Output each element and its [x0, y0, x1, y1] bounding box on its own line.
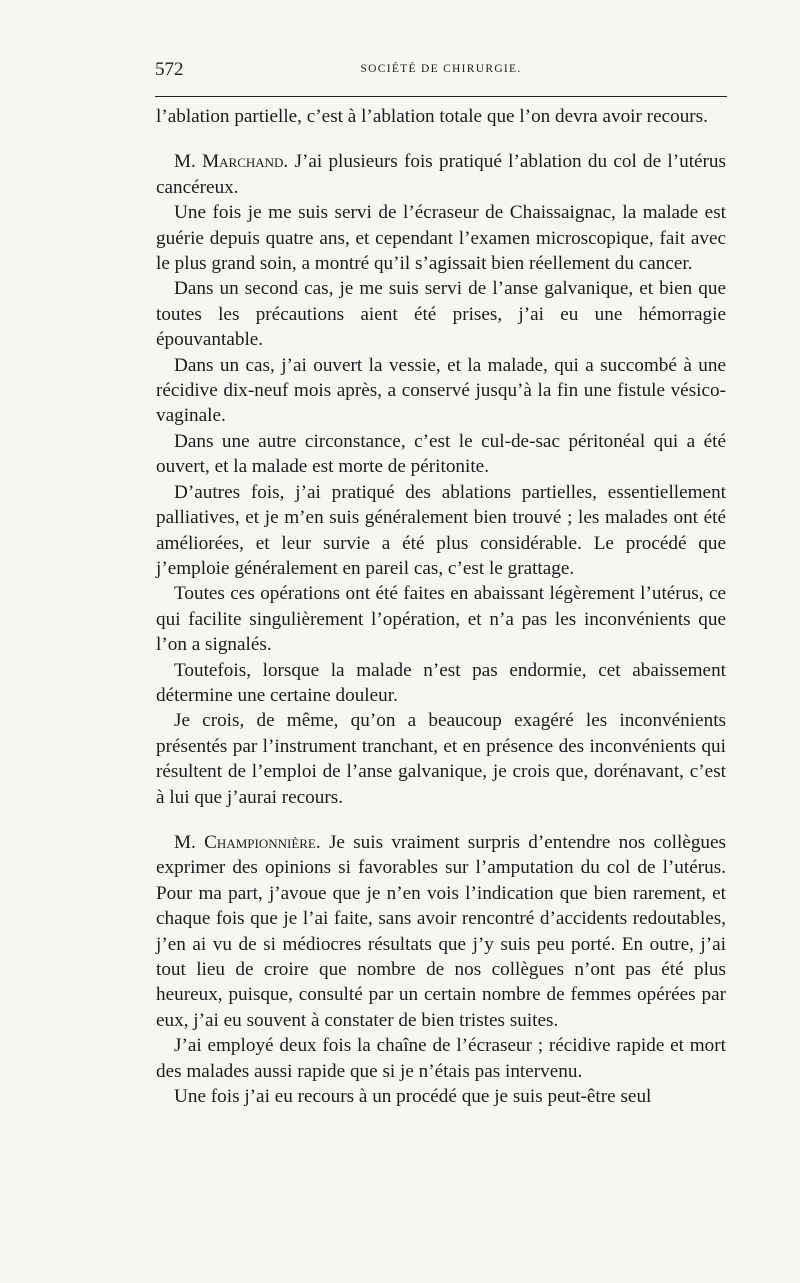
paragraph: l’ablation partielle, c’est à l’ablation totale que l’on devra avoir recours.	[156, 106, 708, 127]
paragraph: Dans un cas, j’ai ouvert la vessie, et la malade, qui a succombé à une récidive dix-neuf mois après, a conservé jusqu’à la fin une fistule vésico-vaginale.	[156, 354, 726, 427]
paragraph: Une fois je me suis servi de l’écraseur de Chaissaignac, la malade est guérie depuis quatre ans, et cependant l’examen microscopique, fait avec le plus grand soin, a montré qu’il s’agissait bien réellement du cancer.	[156, 202, 726, 275]
paragraph: D’autres fois, j’ai pratiqué des ablations partielles, essentiellement palliatives, et je m’en suis généralement bien trouvé ; les malades ont été améliorées, et leur survie a été plus considérable. Le procédé que j’emploie généralement en pareil cas, c’est le grattage.	[156, 481, 726, 579]
speaker-name: M. Marchand.	[174, 151, 289, 173]
paragraph: Une fois j’ai eu recours à un procédé que je suis peut-être seul	[174, 1086, 652, 1108]
header-rule	[155, 96, 727, 97]
page-header	[155, 57, 727, 87]
paragraph: Dans une autre circonstance, c’est le cul-de-sac péritonéal qui a été ouvert, et la malade est morte de péritonite.	[156, 430, 726, 478]
speaker-name: M. Championnière.	[174, 831, 321, 853]
running-title: SOCIÉTÉ DE CHIRURGIE.	[360, 63, 522, 75]
page-number: 572	[155, 59, 184, 80]
paragraph: Dans un second cas, je me suis servi de l’anse galvanique, et bien que toutes les précautions aient été prises, j’ai eu une hémorragie épouvantable.	[156, 278, 726, 351]
paragraph: M. Championnière. Je suis vraiment surpris d’entendre nos collègues exprimer des opinions si favorables sur l’amputation du col de l’utérus. Pour ma part, j’avoue que je n’en vois l’indication que bien rarement, et chaque fois que je l’ai faite, sans avoir rencontré d’accidents redoutables, j’en ai vu de si médiocres résultats que j’y suis peu porté. En outre, j’ai tout lieu de croire que nombre de nos collègues n’ont pas été plus heureux, puisque, consulté par un certain nombre de femmes opérées par eux, j’ai eu souvent à constater de bien tristes suites.	[156, 831, 726, 1031]
body-text	[156, 104, 726, 1109]
paragraph: Toutes ces opérations ont été faites en abaissant légèrement l’utérus, ce qui facilite singulièrement l’opération, et n’a pas les inconvénients que l’on a signalés.	[156, 583, 726, 656]
paragraph: M. Marchand. J’ai plusieurs fois pratiqué l’ablation du col de l’utérus cancéreux.	[156, 151, 726, 198]
paragraph: J’ai employé deux fois la chaîne de l’écraseur ; récidive rapide et mort des malades aussi rapide que si je n’étais pas intervenu.	[156, 1035, 726, 1082]
paragraph: Toutefois, lorsque la malade n’est pas endormie, cet abaissement détermine une certaine douleur.	[156, 659, 726, 706]
paragraph: Je crois, de même, qu’on a beaucoup exagéré les inconvénients présentés par l’instrument tranchant, et en présence des inconvénients qui résultent de l’emploi de l’anse galvanique, je crois que, dorénavant, c’est à lui que j’aurai recours.	[156, 710, 726, 808]
